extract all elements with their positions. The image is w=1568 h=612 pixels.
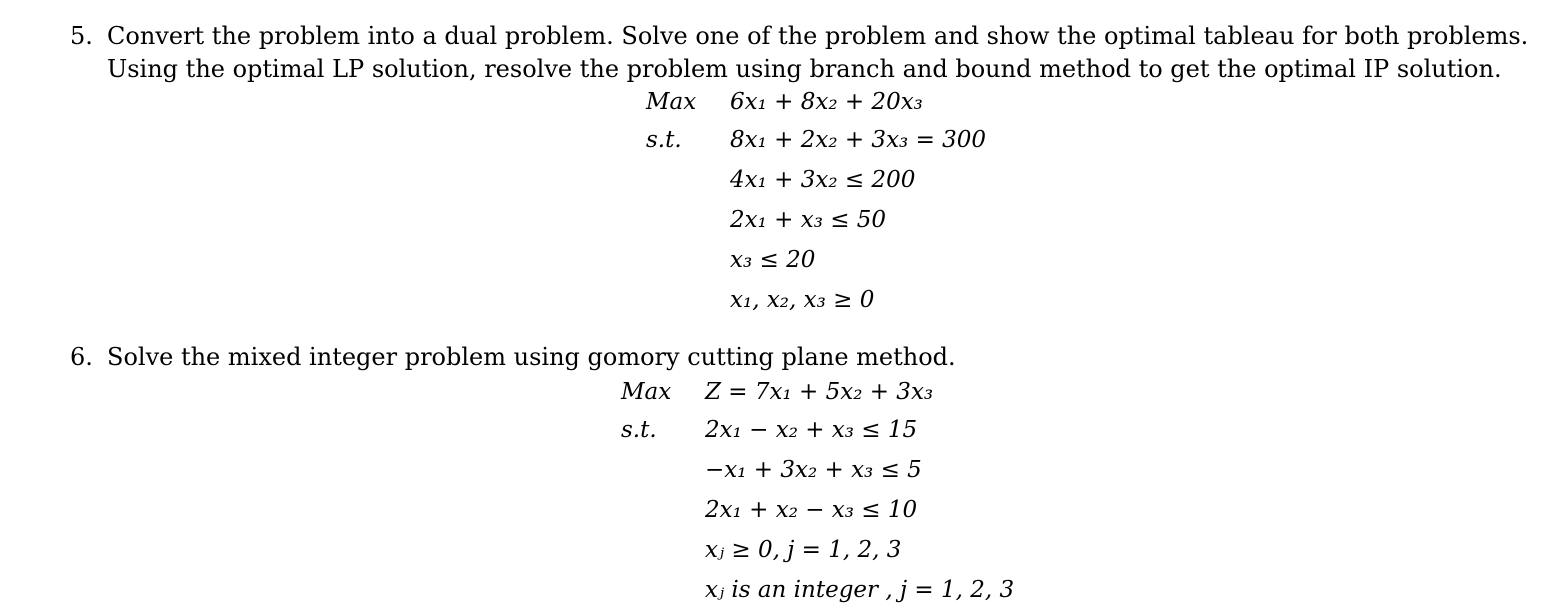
problem-6-st-label: s.t. — [621, 417, 657, 443]
problem-6-objective: Z = 7x₁ + 5x₂ + 3x₃ — [705, 379, 934, 405]
problem-6-nonnegativity: xⱼ ≥ 0, j = 1, 2, 3 — [705, 537, 902, 563]
problem-6-max-label: Max — [621, 379, 672, 405]
problem-6-number: 6. — [70, 343, 93, 371]
problem-5-lp-model — [646, 82, 1066, 322]
problem-6-constraint-1: 2x₁ − x₂ + x₃ ≤ 15 — [705, 417, 918, 443]
problem-6-integrality: xⱼ is an integer , j = 1, 2, 3 — [705, 577, 1015, 603]
problem-5-statement-line-1: 5. Convert the problem into a dual problem. Solve one of the problem and show the optimal tableau for both problems. — [70, 20, 1540, 53]
problem-5-nonnegativity: x₁, x₂, x₃ ≥ 0 — [730, 287, 875, 313]
problem-5-number: 5. — [70, 22, 93, 50]
problem-6-constraint-2: −x₁ + 3x₂ + x₃ ≤ 5 — [705, 457, 922, 483]
problem-5-objective: 6x₁ + 8x₂ + 20x₃ — [730, 89, 923, 115]
problem-5-max-label: Max — [646, 89, 697, 115]
problem-5 — [70, 20, 1540, 86]
problem-6-statement-line-1: 6. Solve the mixed integer problem using gomory cutting plane method. — [70, 341, 1540, 374]
problem-5-constraint-3: 2x₁ + x₃ ≤ 50 — [730, 207, 887, 233]
problem-6-constraint-3: 2x₁ + x₂ − x₃ ≤ 10 — [705, 497, 918, 523]
problem-5-constraint-1: 8x₁ + 2x₂ + 3x₃ = 300 — [730, 127, 987, 153]
problem-5-constraint-2: 4x₁ + 3x₂ ≤ 200 — [730, 167, 916, 193]
problem-6-mip-model — [621, 372, 1061, 612]
problem-5-statement-line-2: Using the optimal LP solution, resolve the problem using branch and bound method to get the optimal IP solution. — [107, 55, 1502, 83]
problem-5-constraint-4: x₃ ≤ 20 — [730, 247, 816, 273]
problem-5-st-label: s.t. — [646, 127, 682, 153]
problem-6 — [70, 341, 1540, 374]
